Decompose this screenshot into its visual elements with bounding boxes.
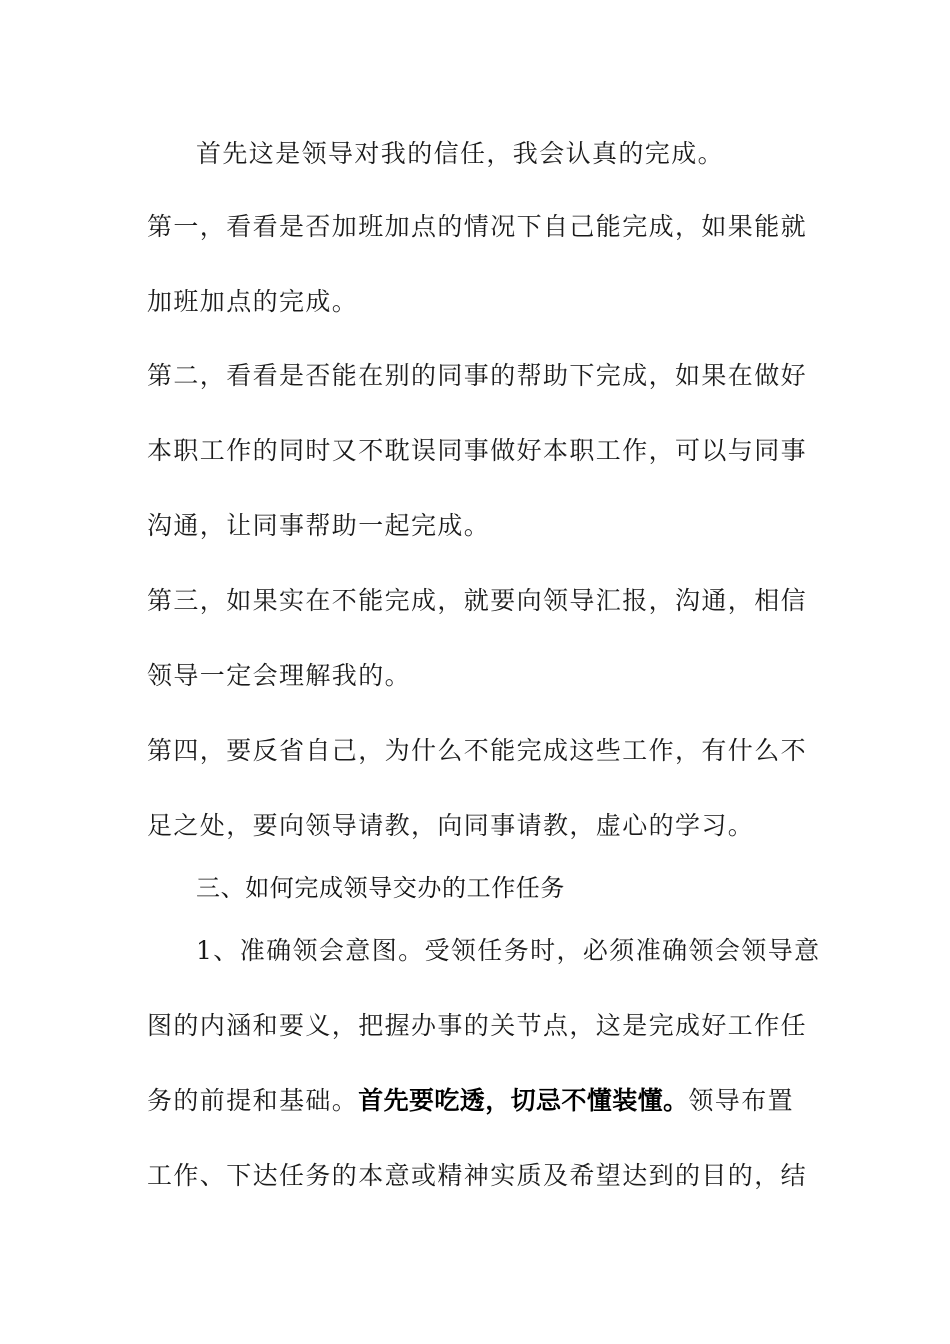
point-two-line-1: 第二，看看是否能在别的同事的帮助下完成，如果在做好	[147, 361, 808, 390]
point-four-line-1: 第四，要反省自己，为什么不能完成这些工作，有什么不	[147, 736, 808, 765]
point-two-line-3: 沟通，让同事帮助一起完成。	[147, 511, 491, 540]
point-one-line-2: 加班加点的完成。	[147, 287, 359, 316]
section-heading: 三、如何完成领导交办的工作任务	[196, 874, 565, 902]
point-one-line-1: 第一，看看是否加班加点的情况下自己能完成，如果能就	[147, 212, 808, 241]
intro-paragraph: 首先这是领导对我的信任，我会认真的完成。	[196, 139, 725, 168]
emphasis-text: 首先要吃透，切忌不懂装懂。	[358, 1086, 689, 1115]
point-three-line-2: 领导一定会理解我的。	[147, 661, 412, 690]
item-one-line-2: 图的内涵和要义，把握办事的关节点，这是完成好工作任	[147, 1011, 808, 1040]
item-one-line-3-suffix: 领导布置	[688, 1086, 795, 1115]
item-one-line-4: 工作、下达任务的本意或精神实质及希望达到的目的，结	[147, 1161, 808, 1190]
item-one-line-3-prefix: 务的前提和基础。	[147, 1086, 359, 1115]
point-two-line-2: 本职工作的同时又不耽误同事做好本职工作，可以与同事	[147, 436, 808, 465]
item-one-line-1: 1、准确领会意图。受领任务时，必须准确领会领导意	[196, 936, 821, 965]
point-four-line-2: 足之处，要向领导请教，向同事请教，虚心的学习。	[147, 811, 755, 840]
point-three-line-1: 第三，如果实在不能完成，就要向领导汇报，沟通，相信	[147, 586, 808, 615]
item-one-line-3	[147, 1085, 807, 1117]
